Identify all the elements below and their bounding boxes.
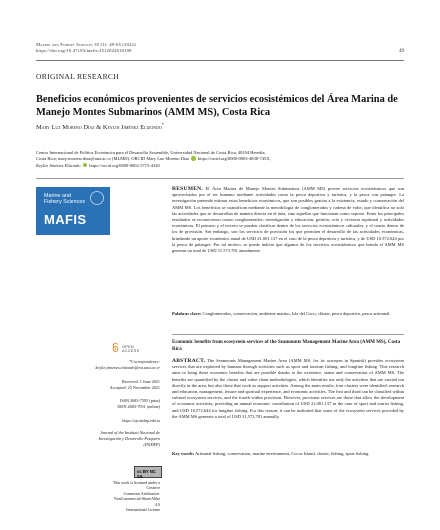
running-header (36, 42, 136, 54)
issn-print: ISSN 2683-7595 (print) (119, 398, 160, 403)
affiliation-line-3 (36, 163, 406, 169)
affiliation-email-orcid: Costa Rica; mary.moreno.diaz@una.ac.cr (MLMD). ORCID Mary Luz Moreno Díaz (36, 156, 190, 162)
corresponding-mark: * (161, 122, 164, 127)
open-access-badge (112, 340, 152, 356)
keywords-text: Artisanal fishing, conservation, marine environment, Cocos Island, cluster, fishing, sport fishing. (195, 451, 370, 456)
orcid-icon (83, 163, 88, 168)
cc-license-icon: cc BY NC SA (137, 469, 156, 479)
header-divider (36, 60, 404, 61)
affiliation-line-1: Centro Internacional de Política Económica para el Desarrollo Sostenible, Universidad Nacional de Costa Rica, 40104 Heredia, (36, 150, 266, 155)
affiliation (36, 150, 406, 169)
logo-line-2: Fishery Sciences (44, 199, 86, 206)
accepted-date: Accepted: 25 November 2021 (109, 385, 160, 390)
affiliation-author-2: Keylin Jiménez Elizondo (36, 162, 81, 168)
page-number: 49 (399, 49, 404, 54)
received-date: Received: 1 June 2021 (121, 379, 160, 384)
creative-commons-badge[interactable] (134, 466, 162, 478)
journal-url[interactable]: https://ojs.inidep.edu.ar (122, 418, 160, 423)
orcid-icon (191, 156, 196, 161)
palabras-clave-block (172, 311, 404, 317)
logo-text (44, 193, 85, 206)
logo-line-1: Marine and (44, 193, 71, 199)
journal-publisher (60, 430, 160, 447)
license-notice (112, 480, 160, 512)
publisher-line-2: Investigación y Desarrollo Pesquero (98, 435, 160, 441)
english-divider (172, 334, 404, 335)
open-access-label: OPEN ACCESS (122, 345, 140, 353)
english-title: Economic benefits from ecosystem services of the Seamounts Management Marine Area (AMM MS), Costa Rica (172, 340, 401, 352)
publisher-line-1: Journal of the Instituto Nacional de (100, 430, 160, 435)
publisher-line-3: (INIDEP) (143, 441, 160, 447)
journal-logo (36, 187, 110, 235)
license-line-4: International License (126, 507, 160, 513)
affiliation-divider (36, 178, 404, 179)
issn-online: ISSN 2683-7951 (online) (117, 404, 160, 409)
journal-citation: Marine and Fishery Sciences 35 (1): 49-65 (2022) (36, 42, 136, 47)
logo-acronym: MAFIS (44, 212, 87, 227)
license-line-1: This work is licensed under a Creative (113, 480, 160, 491)
author-list (36, 122, 164, 131)
correspondence-label: *Correspondence: (128, 359, 160, 364)
correspondence-email[interactable]: keylin.jimenez.elizondo@est.una.ac.cr (95, 365, 160, 370)
abstract-label: ABSTRACT. (172, 358, 206, 364)
open-access-lock-icon (112, 343, 119, 352)
article-title: Beneficios económicos provenientes de servicios ecosistémicos del Área Marina de Manejo Montes Submarinos (AMM MS), Costa Rica (36, 94, 398, 118)
keywords-label: Key words: (172, 451, 195, 456)
palabras-clave-text: Conglomerados, conservación, ambiente marino, Isla del Coco, clúster, pesca deportiva, pesca artesanal. (202, 311, 391, 316)
keywords-block (172, 451, 404, 457)
author-names: Mary Luz Moreno Díaz & Keylin Jiménez Elizondo (36, 124, 162, 132)
logo-emblem-icon (90, 191, 104, 205)
orcid-link-2[interactable]: https://orcid.org/0000-0002-3715-4340 (89, 162, 160, 168)
resumen-text: El Área Marina de Manejo Montes Submarinos (AMM MS) provee servicios ecosistémicos que son aprovechados por el ser humano mediante actividades como la pesca deportiva y turística, y la pesca con palangre. La investigación pretende estimar estos beneficios económicos, que son posibles gracias a la existencia, estado y conservación del AMM MS. Los beneficios se cuantifican mediante la metodología de conglomerados y cadena de valor, que identifica no solo las actividades que se desarrollan de manera directa en el área, sino aquellas que funcionan como soporte. Entre los principales resultados se reconocieron cuatro conglomerados: investigación y educación, gestión, ocio y vivencia espiritual y actividades económicas. El primero y el tercero se pueden clasificar dentro de los servicios ecosistémicos culturales, y el cuarto dentro de los de provisión. Sin embargo, son los servicios de provisión los que permiten el desarrollo de las actividades económicas, brindando un aporte económico anual de USD 21.001.137 en el caso de la pesca deportiva y turística, y de USD 10.572.644 por la pesca de palangre. Por tal motivo, se puede indicar que algunos de los servicios ecosistémicos que brinda el AMM MS generan un total de USD 31.573.781 anualmente. (172, 186, 405, 254)
license-line-2: Commons Attribution- (123, 490, 160, 496)
palabras-clave-label: Palabras clave: (172, 311, 202, 316)
resumen-label: RESUMEN. (172, 186, 203, 192)
abstract-block (172, 358, 404, 420)
abstract-text: The Seamounts Management Marine Area (AMM MS, for its acronym in Spanish) provides ecosystem services that are exploited by humans through activities such as sport and tourism fishing, and longline fishing. This research aims to bring these economic benefits that are possible thanks to the existence, status and conservation of AMM MS. The benefits are quantified by the cluster and value chain methodologies, which identifies not only the activities that are carried out directly in the area, but also those that work as support activities. Among the main results, four clusters were identified: research and education, management, leisure and spiritual experience, and economic activities. The first and third can be classified within cultural ecosystem services, and the fourth within provision. However, provision services are those that allow the development of economic activities, providing an annual economic contribution of USD 21,001,137 in the case of sport and tourist fishing, and USD 10,572,644 for longline fishing. For this reason, it can be indicated that some of the ecosystem services provided by the AMM MS generate a total of USD 31,573,781 annually. (172, 358, 404, 419)
doi-link[interactable]: https://doi.org/10.47193/mafis.3512022010108 (36, 48, 132, 53)
resumen-block (172, 186, 404, 254)
orcid-link-1[interactable]: https://orcid.org/0000-0003-4838-745X, (197, 156, 271, 162)
section-label: ORIGINAL RESEARCH (36, 72, 120, 81)
license-line-3: NonCommercial-ShareAlike 4.0 (114, 496, 160, 507)
